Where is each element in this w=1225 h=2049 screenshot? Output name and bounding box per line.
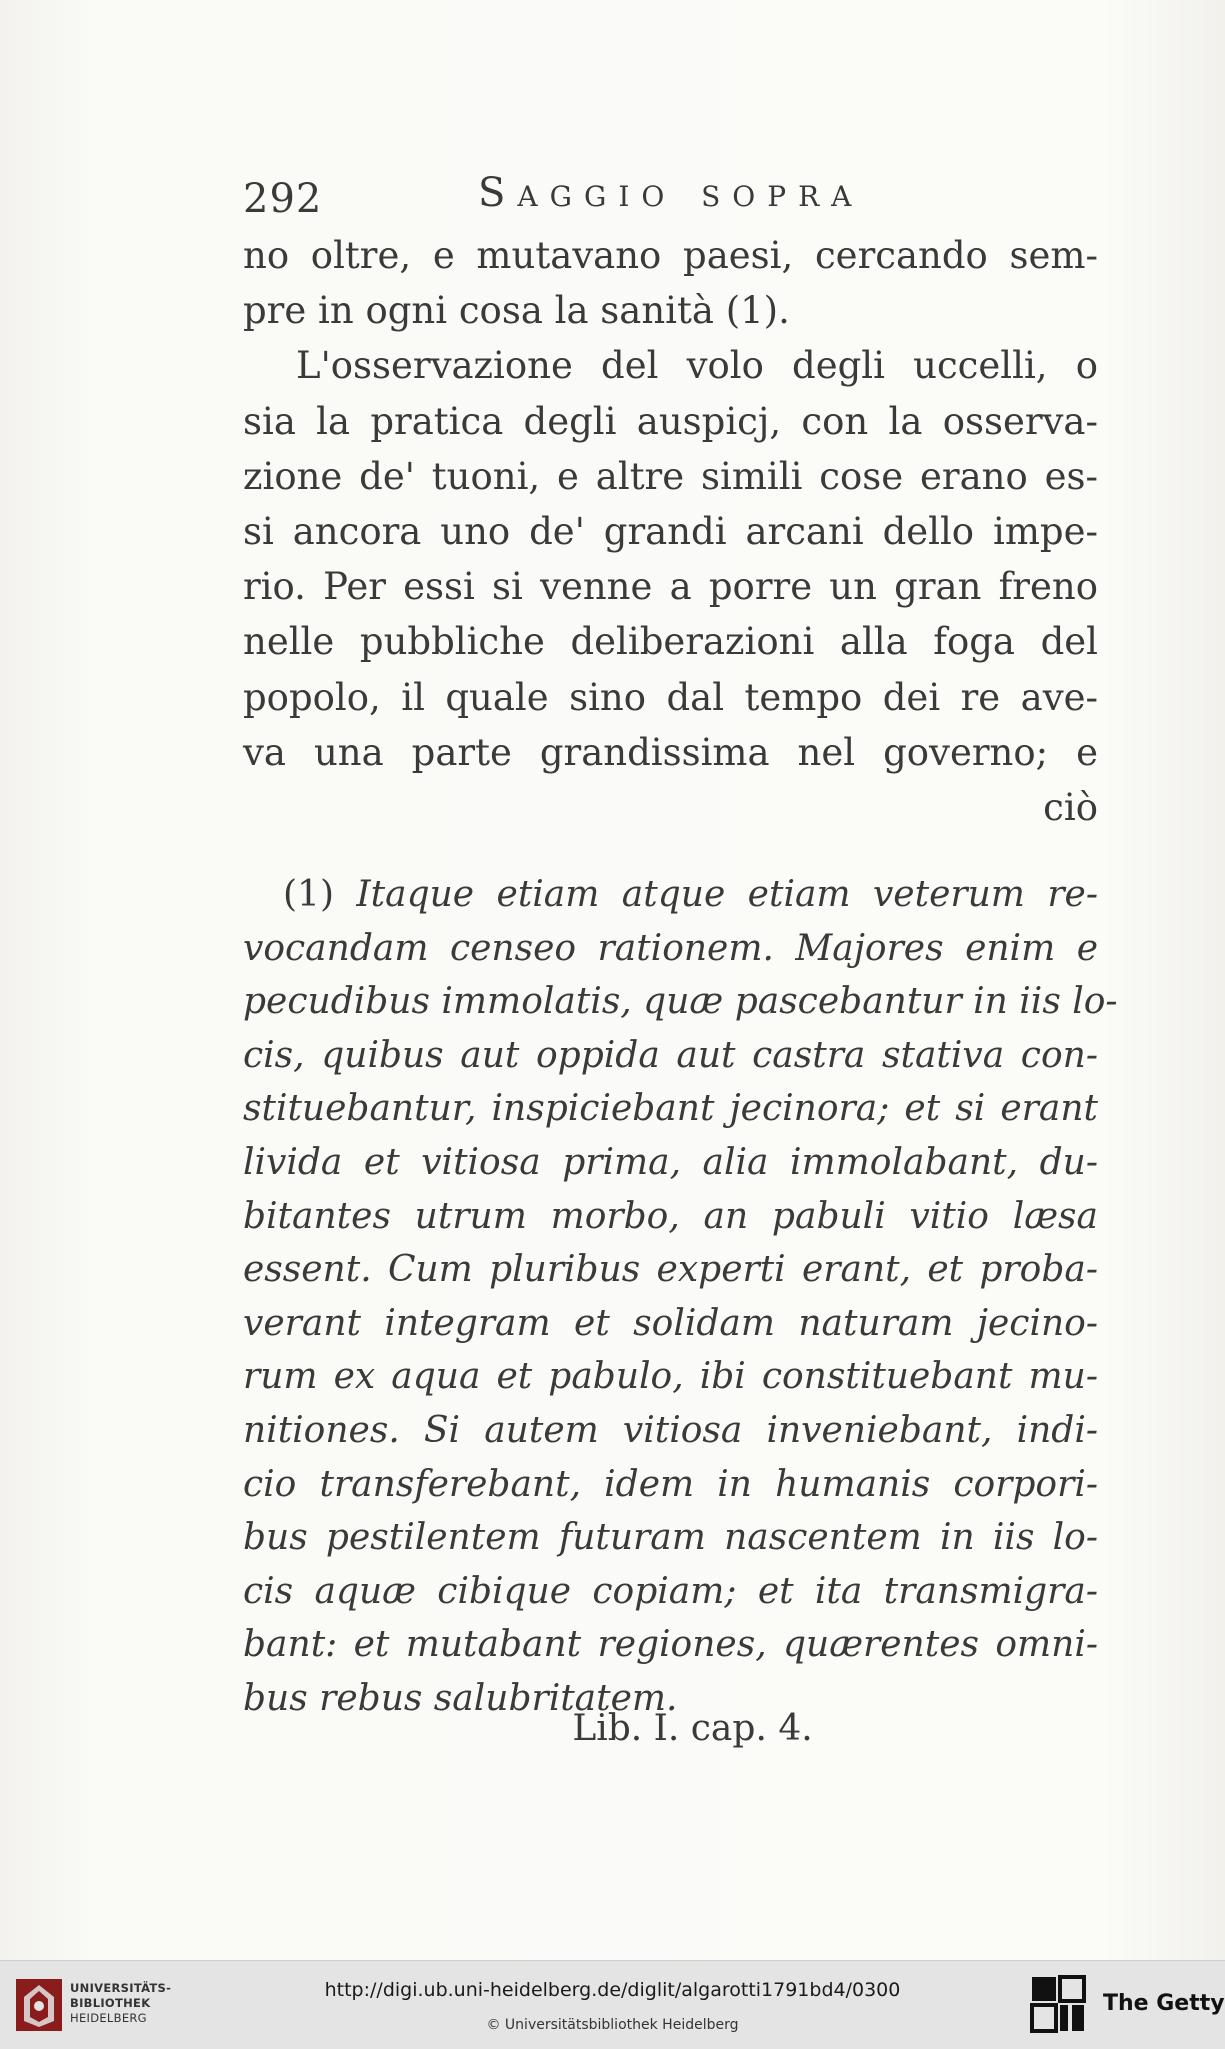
footnote-line: bus rebus salubritatem. <box>243 1677 678 1719</box>
body-line: si ancora uno de' grandi arcani dello impe- <box>243 509 1098 553</box>
footnote-line-text: Itaque etiam atque etiam veterum re- <box>356 874 1098 915</box>
body-line: no oltre, e mutavano paesi, cercando sem- <box>243 234 1098 277</box>
catchword: ciò <box>1043 785 1098 829</box>
getty-logo-icon <box>1030 1975 1086 2033</box>
running-title: Saggio sopra <box>478 170 864 216</box>
footnote-line: cis, quibus aut oppida aut castra stativa con- <box>243 1034 1098 1076</box>
footnote-citation: Lib. I. cap. 4. <box>572 1708 813 1749</box>
body-line: va una parte grandissima nel governo; e <box>243 730 1098 774</box>
footnote-line: cis aquæ cibique copiam; et ita transmigra- <box>243 1570 1098 1612</box>
footnote-line: bant: et mutabant regiones, quærentes omni- <box>243 1624 1098 1666</box>
university-name-line: BIBLIOTHEK <box>70 1996 151 2010</box>
footnote-line: stituebantur, inspiciebant jecinora; et si erant <box>243 1088 1098 1130</box>
footnote-line: bus pestilentem futuram nascentem in iis lo- <box>243 1517 1098 1559</box>
partner-name: The Getty <box>1103 1991 1225 2016</box>
body-text <box>243 228 1098 835</box>
footnote-line: cio transferebant, idem in humanis corpori- <box>243 1463 1098 1505</box>
body-line: zione de' tuoni, e altre simili cose erano es- <box>243 454 1098 498</box>
footnote-line: verant integram et solidam naturam jecino- <box>243 1302 1098 1344</box>
copyright-notice: © Universitätsbibliothek Heidelberg <box>486 2017 739 2033</box>
university-name-line: HEIDELBERG <box>70 2011 147 2025</box>
footnote-line: rum ex aqua et pabulo, ibi constituebant mu- <box>243 1356 1098 1398</box>
body-line: rio. Per essi si venne a porre un gran freno <box>243 565 1098 609</box>
footnote-line: essent. Cum pluribus experti erant, et proba- <box>243 1249 1098 1291</box>
body-line: popolo, il quale sino dal tempo dei re ave- <box>243 675 1098 719</box>
footnote-line: nitiones. Si autem vitiosa inveniebant, indi- <box>243 1409 1098 1451</box>
footnote-line: vocandam censeo rationem. Majores enim e <box>243 927 1098 969</box>
page-header <box>243 170 1098 230</box>
footnote-marker: (1) <box>283 874 334 915</box>
body-line: L'osservazione del volo degli uccelli, o <box>296 344 1098 388</box>
footnote-line: livida et vitiosa prima, alia immolabant, du- <box>243 1141 1098 1183</box>
body-line: sia la pratica degli auspicj, con la osserva- <box>243 399 1098 443</box>
body-line: pre in ogni cosa la sanità (1). <box>243 289 790 333</box>
viewer-footer <box>0 1960 1225 2049</box>
permalink-url[interactable]: http://digi.ub.uni-heidelberg.de/diglit/algarotti1791bd4/0300 <box>324 1979 901 2001</box>
university-name-line: UNIVERSITÄTS- <box>70 1981 172 1995</box>
page-number: 292 <box>243 176 323 222</box>
footnote-line: bitantes utrum morbo, an pabuli vitio læsa <box>243 1195 1098 1237</box>
footnote-line <box>243 868 1098 922</box>
footnote <box>243 868 1118 1726</box>
footnote-line: pecudibus immolatis, quæ pascebantur in iis lo- <box>243 981 1118 1023</box>
body-line: nelle pubbliche deliberazioni alla foga del <box>243 620 1098 664</box>
